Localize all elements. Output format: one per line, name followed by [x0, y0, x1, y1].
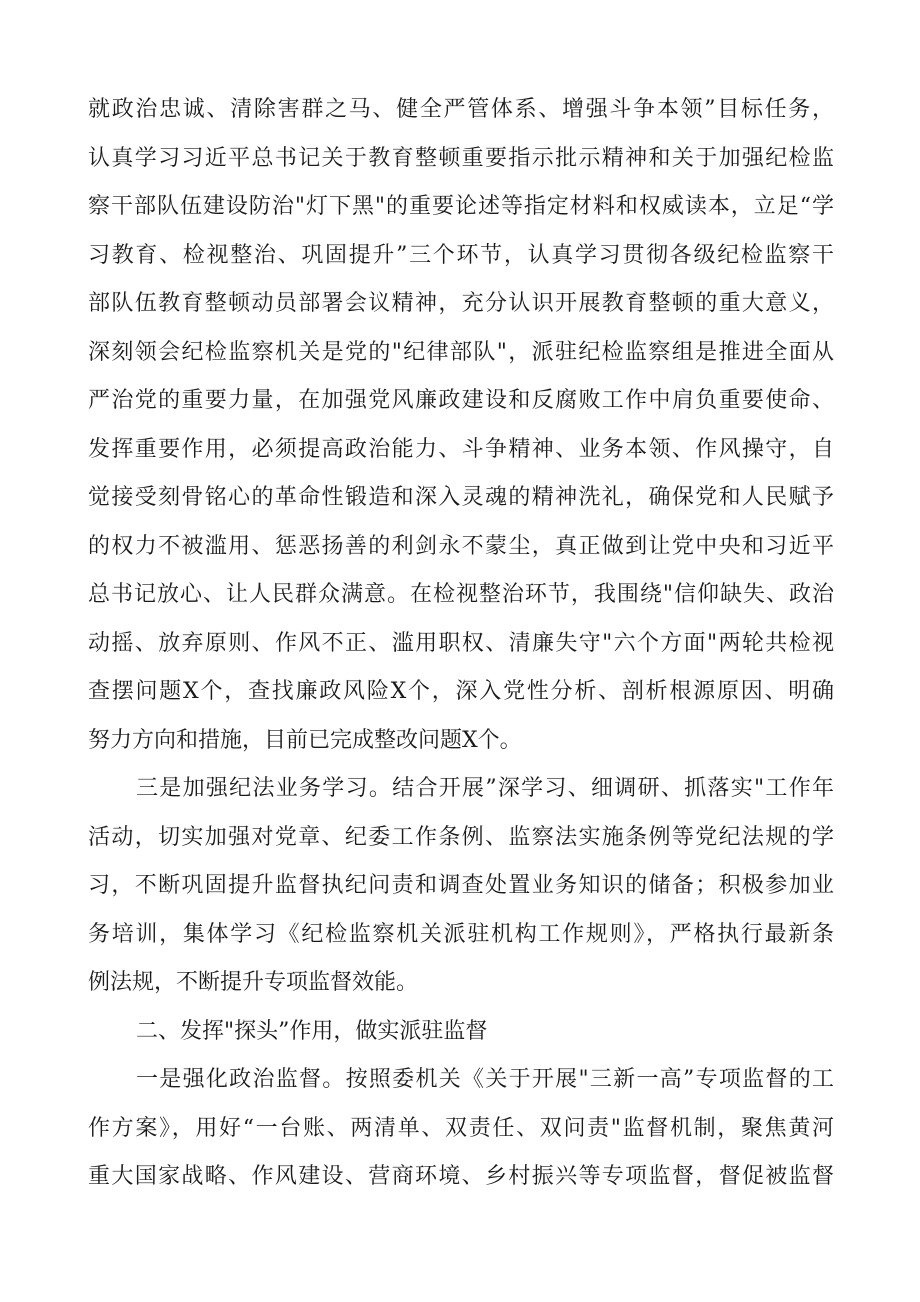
paragraph-line: 重大国家战略、作风建设、营商环境、乡村振兴等专项监督，督促被监督 [88, 1164, 834, 1189]
paragraph-line: 部队伍教育整顿动员部署会议精神，充分认识开展教育整顿的重大意义， [88, 291, 834, 316]
paragraph-line: 深刻领会纪检监察机关是党的"纪律部队"，派驻纪检监察组是推进全面从 [88, 339, 834, 365]
paragraph-education-rectification [88, 86, 834, 765]
paragraph-line: 严治党的重要力量，在加强党风廉政建设和反腐败工作中肩负重要使命、 [88, 388, 834, 413]
paragraph-line: 习，不断巩固提升监督执纪问责和调查处置业务知识的储备；积极参加业 [88, 873, 834, 898]
paragraph-line: 发挥重要作用，必须提高政治能力、斗争精神、业务本领、作风操守，自 [88, 436, 834, 462]
section-heading-text: 二、发挥"探头”作用，做实派驻监督 [136, 1018, 488, 1044]
document-body [88, 86, 834, 1202]
paragraph-line: 的权力不被滥用、惩恶扬善的利剑永不蒙尘，真正做到让党中央和习近平 [88, 533, 834, 559]
paragraph-line: 务培训，集体学习《纪检监察机关派驻机构工作规则》，严格执行最新条 [88, 921, 834, 947]
paragraph-line: 例法规，不断提升专项监督效能。 [88, 970, 419, 995]
paragraph-line: 三是加强纪法业务学习。结合开展”深学习、细调研、抓落实"工作年 [136, 776, 834, 801]
section-heading [88, 1008, 834, 1057]
paragraph-line: 认真学习习近平总书记关于教育整顿重要指示批示精神和关于加强纪检监 [88, 145, 834, 171]
paragraph-political-supervision [88, 1056, 834, 1202]
paragraph-line: 习教育、检视整治、巩固提升”三个环节，认真学习贯彻各级纪检监察干 [88, 242, 834, 268]
paragraph-law-study [88, 765, 834, 1008]
paragraph-line: 活动，切实加强对党章、纪委工作条例、监察法实施条例等党纪法规的学 [88, 824, 834, 850]
paragraph-line: 总书记放心、让人民群众满意。在检视整治环节，我围绕"信仰缺失、政治 [88, 582, 834, 607]
paragraph-line: 察干部队伍建设防治"灯下黑"的重要论述等指定材料和权威读本，立足“学 [88, 194, 834, 219]
paragraph-line: 查摆问题X个，查找廉政风险X个，深入党性分析、剖析根源原因、明确 [88, 679, 834, 704]
paragraph-line: 就政治忠诚、清除害群之马、健全严管体系、增强斗争本领”目标任务， [88, 97, 834, 122]
paragraph-line: 作方案》，用好“一台账、两清单、双责任、双问责"监督机制，聚焦黄河 [88, 1115, 834, 1141]
paragraph-line: 动摇、放弃原则、作风不正、滥用职权、清廉失守"六个方面"两轮共检视 [88, 630, 834, 656]
paragraph-line: 觉接受刻骨铭心的革命性锻造和深入灵魂的精神洗礼，确保党和人民赋予 [88, 485, 834, 510]
paragraph-line: 努力方向和措施，目前已完成整改问题X个。 [88, 727, 522, 753]
paragraph-line: 一是强化政治监督。按照委机关《关于开展"三新一高”专项监督的工 [136, 1067, 834, 1092]
